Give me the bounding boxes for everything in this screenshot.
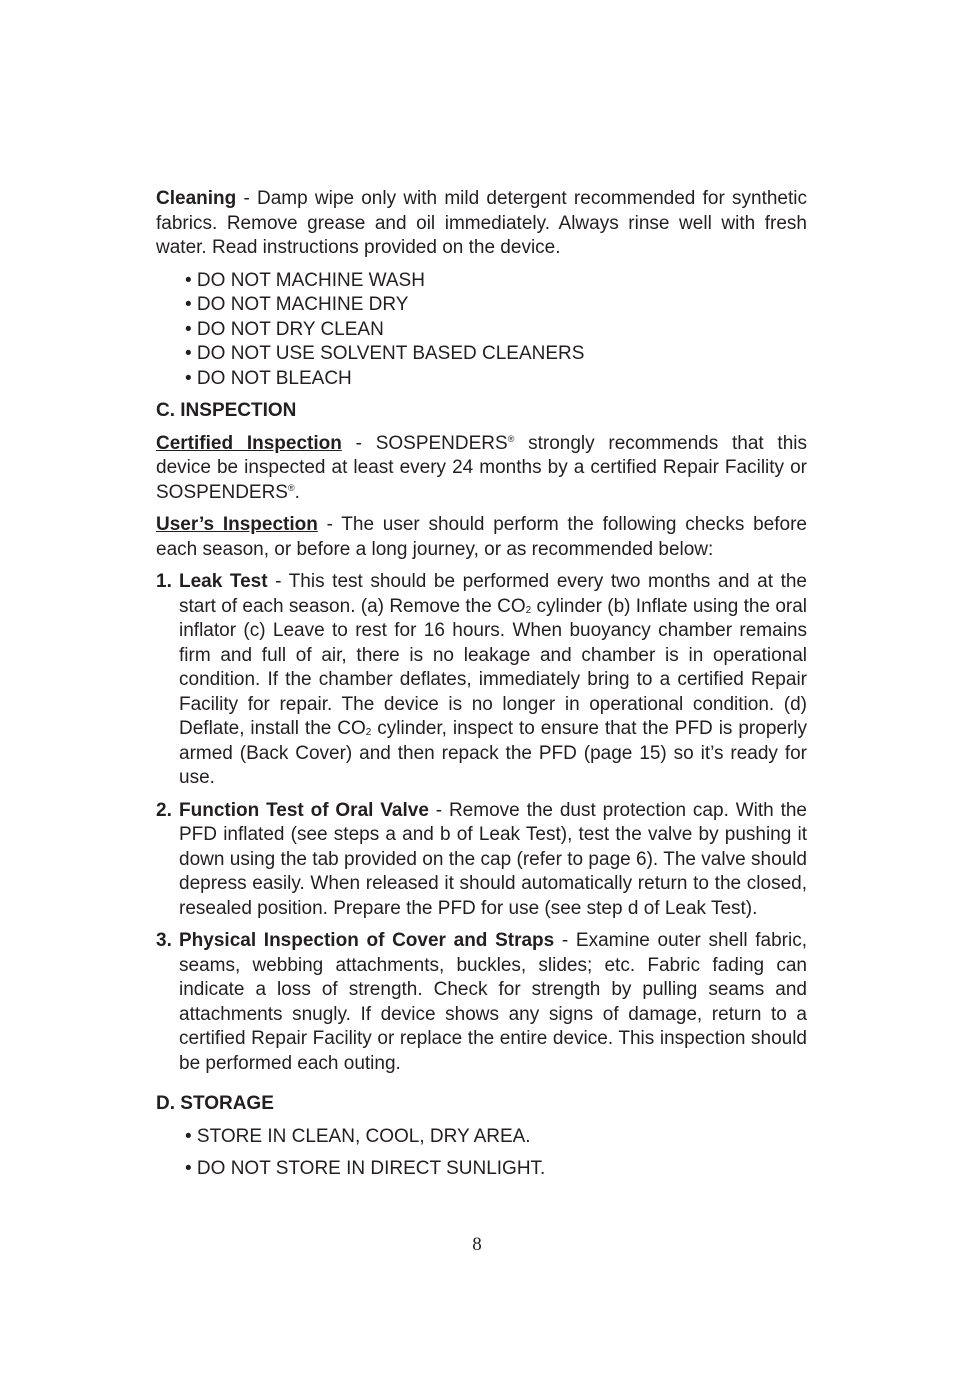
item-number: 3. xyxy=(156,930,172,951)
cleaning-text: - Damp wipe only with mild detergent recommended for synthetic fabrics. Remove grease and oil immediately. Always rinse well with fresh water. Read instructions provided on the device. xyxy=(156,188,807,258)
bullet-item: • DO NOT MACHINE DRY xyxy=(185,294,409,315)
cleaning-label: Cleaning xyxy=(156,188,237,209)
item-number: 2. xyxy=(156,799,172,821)
bullet-item: • DO NOT MACHINE WASH xyxy=(185,269,425,291)
item-text: - Remove the dust protection cap. With the PFD inflated (see steps a and b of Leak Test), test the valve by pushing it down using the tab provided on the cap (refer to page 6). The valve should depress easily. When released it should automatically return to the closed, resealed position. Prepare the PFD for use (see step d of Leak Test). xyxy=(179,799,807,919)
section-heading-storage: D. STORAGE xyxy=(156,1093,274,1114)
bullet-item: • DO NOT BLEACH xyxy=(185,367,352,389)
users-inspection-label: User’s Inspection xyxy=(156,514,318,535)
certified-text-a: - SOSPENDERS xyxy=(341,432,508,454)
cleaning-bullet-list xyxy=(156,269,807,392)
bullet-item: • DO NOT USE SOLVENT BASED CLEANERS xyxy=(185,343,585,364)
users-inspection-text: - The user should perform the following checks before each season, or before a long journey, or as recommended below: xyxy=(156,514,807,560)
certified-inspection-label: Certified Inspection xyxy=(156,432,342,454)
item-text: cylinder (b) Inflate using the oral inflator (c) Leave to rest for 16 hours. When buoyancy chamber remains firm and full of air, there is no leakage and chamber is in operational condition. If the chamber deflates, immediately bring to a certified Repair Facility for repair. The device is no longer in operational condition. (d) Deflate, install the CO xyxy=(179,595,807,739)
bullet-item: • DO NOT DRY CLEAN xyxy=(185,318,384,340)
bullet-item: • STORE IN CLEAN, COOL, DRY AREA. xyxy=(185,1125,531,1147)
bullet-item: • DO NOT STORE IN DIRECT SUNLIGHT. xyxy=(185,1158,546,1179)
numbered-item-oral-valve xyxy=(156,799,807,922)
subscript: 2 xyxy=(365,727,372,738)
item-number: 1. xyxy=(156,571,172,592)
registered-mark: ® xyxy=(287,482,295,493)
registered-mark: ® xyxy=(507,433,515,444)
item-text: cylinder, inspect to ensure that the PFD is properly armed (Back Cover) and then repack the PFD (page 15) so it’s ready for use. xyxy=(179,718,807,788)
document-page xyxy=(156,187,807,1190)
section-heading-inspection: C. INSPECTION xyxy=(156,400,297,421)
item-title: Function Test of Oral Valve xyxy=(179,799,429,821)
cleaning-paragraph xyxy=(156,187,807,261)
item-text: - This test should be performed every two months and at the start of each season. (a) Remove the CO xyxy=(179,571,807,617)
item-title: Leak Test xyxy=(179,571,268,592)
subscript: 2 xyxy=(525,604,532,616)
item-text: - Examine outer shell fabric, seams, webbing attachments, buckles, slides; etc. Fabric fading can indicate a loss of strength. Check for strength by pulling seams and attachments snugly. If device shows any signs of damage, return to a certified Repair Facility or replace the entire device. This inspection should be performed each outing. xyxy=(179,930,807,1074)
certified-inspection-paragraph xyxy=(156,432,807,506)
users-inspection-paragraph xyxy=(156,513,807,562)
storage-bullet-list xyxy=(156,1125,807,1182)
numbered-item-leak-test xyxy=(156,570,807,791)
numbered-item-physical-inspection xyxy=(156,929,807,1076)
certified-text-c: . xyxy=(294,481,300,503)
certified-text-b: strongly recommends that this device be inspected at least every 24 months by a certified Repair Facility or SOSPENDERS xyxy=(156,432,807,503)
page-number: 8 xyxy=(472,1234,482,1255)
item-title: Physical Inspection of Cover and Straps xyxy=(179,930,555,951)
